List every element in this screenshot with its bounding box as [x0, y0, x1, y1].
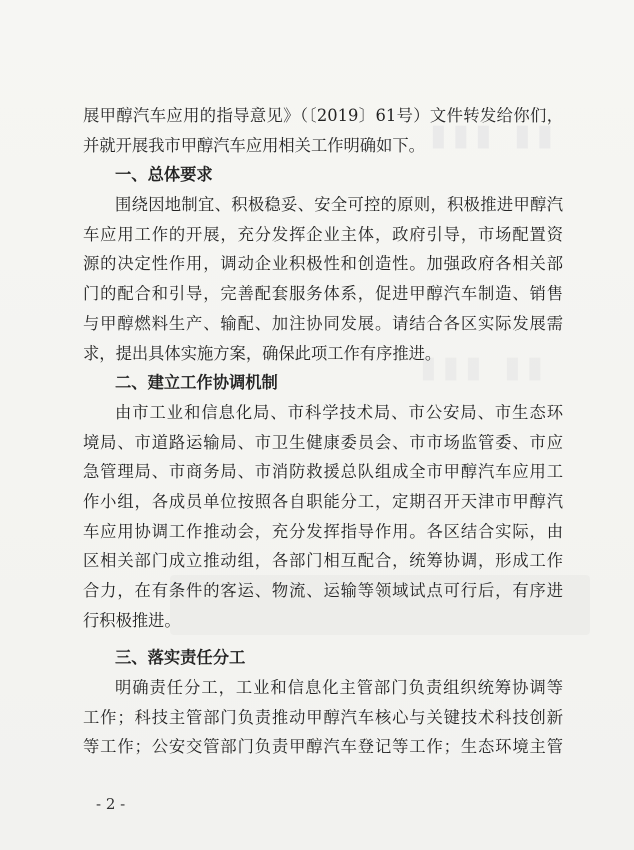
paragraph-line: 合力，在有条件的客运、物流、运输等领域试点可行后，有序进 — [83, 581, 563, 600]
paragraph-line: 工作；科技主管部门负责推动甲醇汽车核心与关键技术科技创新 — [83, 707, 563, 727]
page-number: - 2 - — [96, 795, 126, 813]
paragraph-line: 求，提出具体实施方案，确保此项工作有序推进。 — [83, 343, 442, 363]
paragraph-line: 行积极推进。 — [83, 610, 181, 630]
paragraph-line: 等工作；公安交管部门负责甲醇汽车登记等工作；生态环境主管 — [83, 737, 563, 757]
paragraph-line: 作小组，各成员单位按照各自职能分工，定期召开天津市甲醇汽 — [83, 491, 563, 511]
section-heading: 一、总体要求 — [115, 165, 213, 185]
paragraph-line: 源的决定性作用，调动企业积极性和创造性。加强政府各相关部 — [83, 254, 563, 274]
intro-line: 并就开展我市甲醇汽车应用相关工作明确如下。 — [83, 135, 425, 155]
paragraph-line: 急管理局、市商务局、市消防救援总队组成全市甲醇汽车应用工 — [83, 462, 563, 482]
paragraph-line: 门的配合和引导，完善配套服务体系，促进甲醇汽车制造、销售 — [83, 284, 563, 304]
paragraph-line: 车应用工作的开展，充分发挥企业主体，政府引导，市场配置资 — [83, 224, 563, 244]
paragraph-line: 与甲醇燃料生产、输配、加注协同发展。请结合各区实际发展需 — [83, 313, 563, 333]
section-heading: 三、落实责任分工 — [115, 648, 246, 668]
paragraph-line: 围绕因地制宜、积极稳妥、安全可控的原则，积极推进甲醇汽 — [115, 195, 563, 215]
intro-line: 展甲醇汽车应用的指导意见》（〔2019〕61号）文件转发给你们， — [83, 106, 563, 125]
section-heading: 二、建立工作协调机制 — [115, 373, 278, 393]
document-body — [83, 101, 563, 762]
bleed-through-seal-top: ▮▮▮ ▮▮ — [430, 118, 559, 153]
paragraph-line: 车应用协调工作推动会，充分发挥指导作用。各区结合实际，由 — [83, 521, 563, 541]
paragraph-line: 由市工业和信息化局、市科学技术局、市公安局、市生态环 — [115, 402, 563, 422]
paragraph-line: 明确责任分工，工业和信息化主管部门负责组织统筹协调等 — [115, 678, 563, 698]
bleed-through-seal-middle: ▮▮▮ ▮▮ — [420, 350, 549, 385]
paragraph-line: 区相关部门成立推动组，各部门相互配合，统筹协调，形成工作 — [83, 551, 563, 571]
paragraph-line: 境局、市道路运输局、市卫生健康委员会、市市场监管委、市应 — [83, 432, 563, 452]
